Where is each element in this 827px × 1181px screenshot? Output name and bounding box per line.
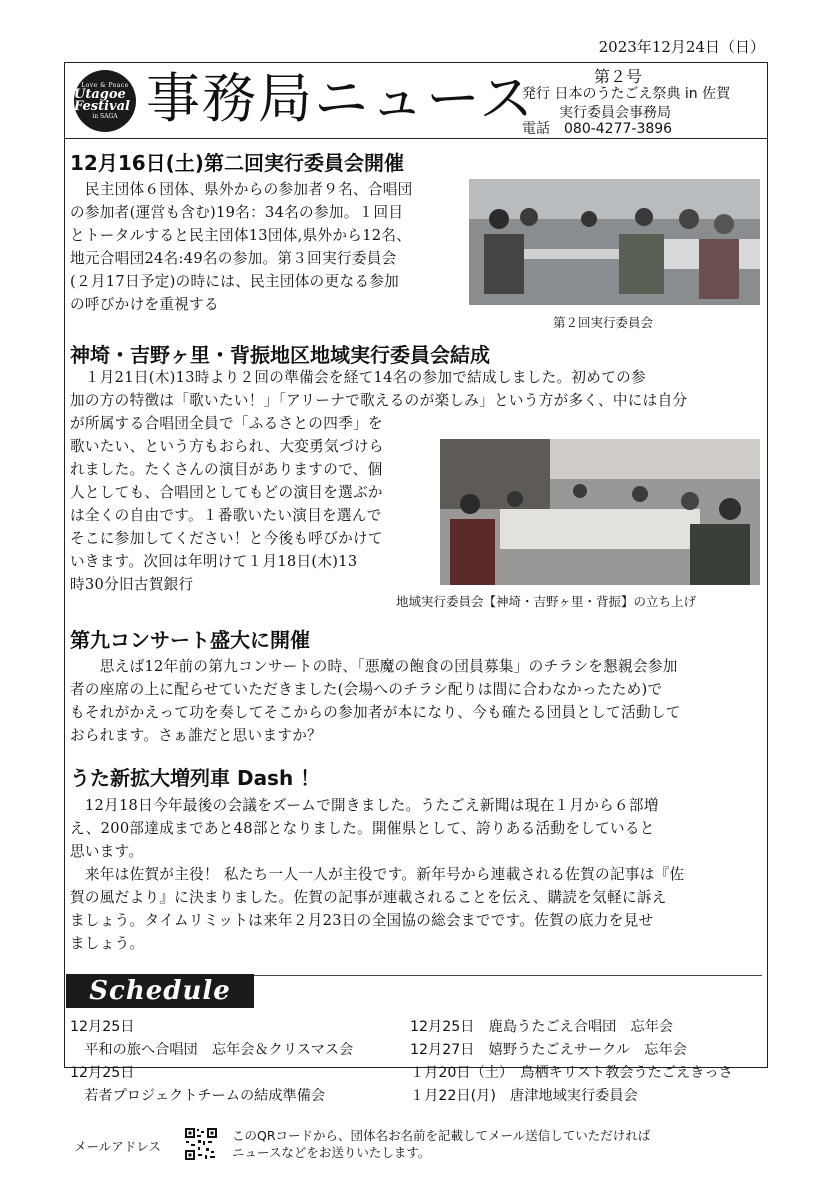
section4-line: ましょう。 [70,935,145,952]
section2-line: 加の方の特徴は「歌いたい！」「アリーナで歌えるのが楽しみ」という方が多く、中には自分 [70,392,688,409]
festival-logo [74,70,136,132]
section1-body [70,178,468,316]
section2-line: １月21日(木)13時より２回の準備会を経て14名の参加で結成しました。初めての参 [70,369,646,386]
issue-number: 第２号 [594,67,643,86]
publisher-phone: 電話 080-4277-3896 [522,121,673,137]
schedule-item: １月22日(月) 唐津地域実行委員会 [410,1088,638,1104]
section1-line: 民主団体６団体、県外からの参加者９名、合唱団 [70,181,413,198]
section2-body-narrow [70,435,430,596]
section2-line: は全くの自由です。１番歌いたい演目を選んで [70,507,382,524]
schedule-divider [254,975,762,976]
mail-address-label: メールアドレス [74,1139,161,1154]
logo-line2: Utagoe Festival [74,87,130,114]
logo-line1: Love & Peace [81,82,129,89]
publisher-line1: 発行 日本のうたごえ祭典 in 佐賀 [522,86,731,102]
section2-line: が所属する合唱団全員で「ふるさとの四季」を [70,415,383,432]
schedule-item: 12月25日 [70,1019,135,1035]
section1-heading: 12月16日(土)第二回実行委員会開催 [70,151,404,175]
section3-line: 者の座席の上に配らせていただきました(会場へのチラシ配りは間に合わなかったため)で [70,681,663,698]
schedule-right [410,1016,733,1108]
logo-line3: in SAGA [92,113,118,120]
qr-text-line: このQRコードから、団体名お名前を記載してメール送信していただければ [232,1128,651,1143]
section2-line: いきます。次回は年明けて１月18日(木)13 [70,553,358,570]
section1-line: の呼びかけを重視する [70,296,219,313]
section4-line: 来年は佐賀が主役！ 私たち一人一人が主役です。新年号から連載される佐賀の記事は『佐 [70,866,685,883]
section1-line: (２月17日予定)の時には、民主団体の更なる参加 [70,273,400,290]
section2-line: 人としても、合唱団としてもどの演目を選ぶか [70,484,383,501]
schedule-item: 平和の旅へ合唱団 忘年会＆クリスマス会 [70,1042,354,1058]
section2-body-full [70,366,770,435]
qr-instructions [232,1127,650,1161]
schedule-title: Schedule [66,974,254,1008]
schedule-item: 若者プロジェクトチームの結成準備会 [70,1088,326,1104]
section3-line: 思えば12年前の第九コンサートの時、「悪魔の飽食の団員募集」のチラシを懇親会参加 [70,658,678,675]
photo2-caption: 地域実行委員会【神埼・吉野ヶ里・背振】の立ち上げ [396,594,697,609]
section3-line: おられます。さぁ誰だと思いますか？ [70,727,323,744]
meeting-photo-2 [440,439,760,585]
section4-line: 12月18日今年最後の会議をズームで開きました。うたごえ新聞は現在１月から６部増 [70,797,659,814]
publisher-line2: 実行委員会事務局 [559,105,671,121]
schedule-item: 12月27日 嬉野うたごえサークル 忘年会 [410,1042,687,1058]
schedule-item: 12月25日 鹿島うたごえ合唱団 忘年会 [410,1019,674,1035]
schedule-item: 12月25日 [70,1065,135,1081]
photo1-caption: 第２回実行委員会 [553,315,654,330]
section4-line: 思います。 [70,843,144,860]
section2-line: れました。たくさんの演目がありますので、個 [70,461,383,478]
meeting-photo-1 [469,179,760,305]
qr-code-icon[interactable] [184,1127,218,1161]
section1-line: とトータルすると民主団体13団体,県外から12名、 [70,227,412,244]
section4-heading: うた新拡大増列車 Dash ！ [70,766,321,790]
section4-body [70,794,770,955]
masthead-title: 事務局ニュース [146,67,536,130]
section2-line: 歌いたい、という方もおられ、大変勇気づけら [70,438,384,455]
section3-body [70,655,770,747]
qr-text-line: ニュースなどをお送りいたします。 [232,1145,431,1160]
section3-line: もそれがかえって功を奏してそこからの参加者が本になり、今も確たる団員として活動して [70,704,681,721]
section3-heading: 第九コンサート盛大に開催 [70,628,310,652]
section2-heading: 神埼・吉野ヶ里・背振地区地域実行委員会結成 [70,343,490,367]
section2-line: そこに参加してください！と今後も呼びかけて [70,530,383,547]
section4-line: ましょう。タイムリミットは来年２月23日の全国協の総会までです。佐賀の底力を見せ [70,912,654,929]
section4-line: え、200部達成まであと48部となりました。開催県として、誇りある活動をしていると [70,820,655,837]
section1-line: の参加者(運営も含む)19名：34名の参加。１回目 [70,204,404,221]
schedule-item: １月20日（土） 鳥栖キリスト教会うたごえきっさ [410,1065,733,1081]
schedule-left [70,1016,353,1108]
header-divider [64,138,768,139]
issue-date: 2023年12月24日（日） [598,38,765,56]
section1-line: 地元合唱団24名:49名の参加。第３回実行委員会 [70,250,397,267]
section4-line: 賀の風だより』に決まりました。佐賀の記事が連載されることを伝え、購読を気軽に訴え [70,889,667,906]
section2-line: 時30分旧古賀銀行 [70,576,194,593]
